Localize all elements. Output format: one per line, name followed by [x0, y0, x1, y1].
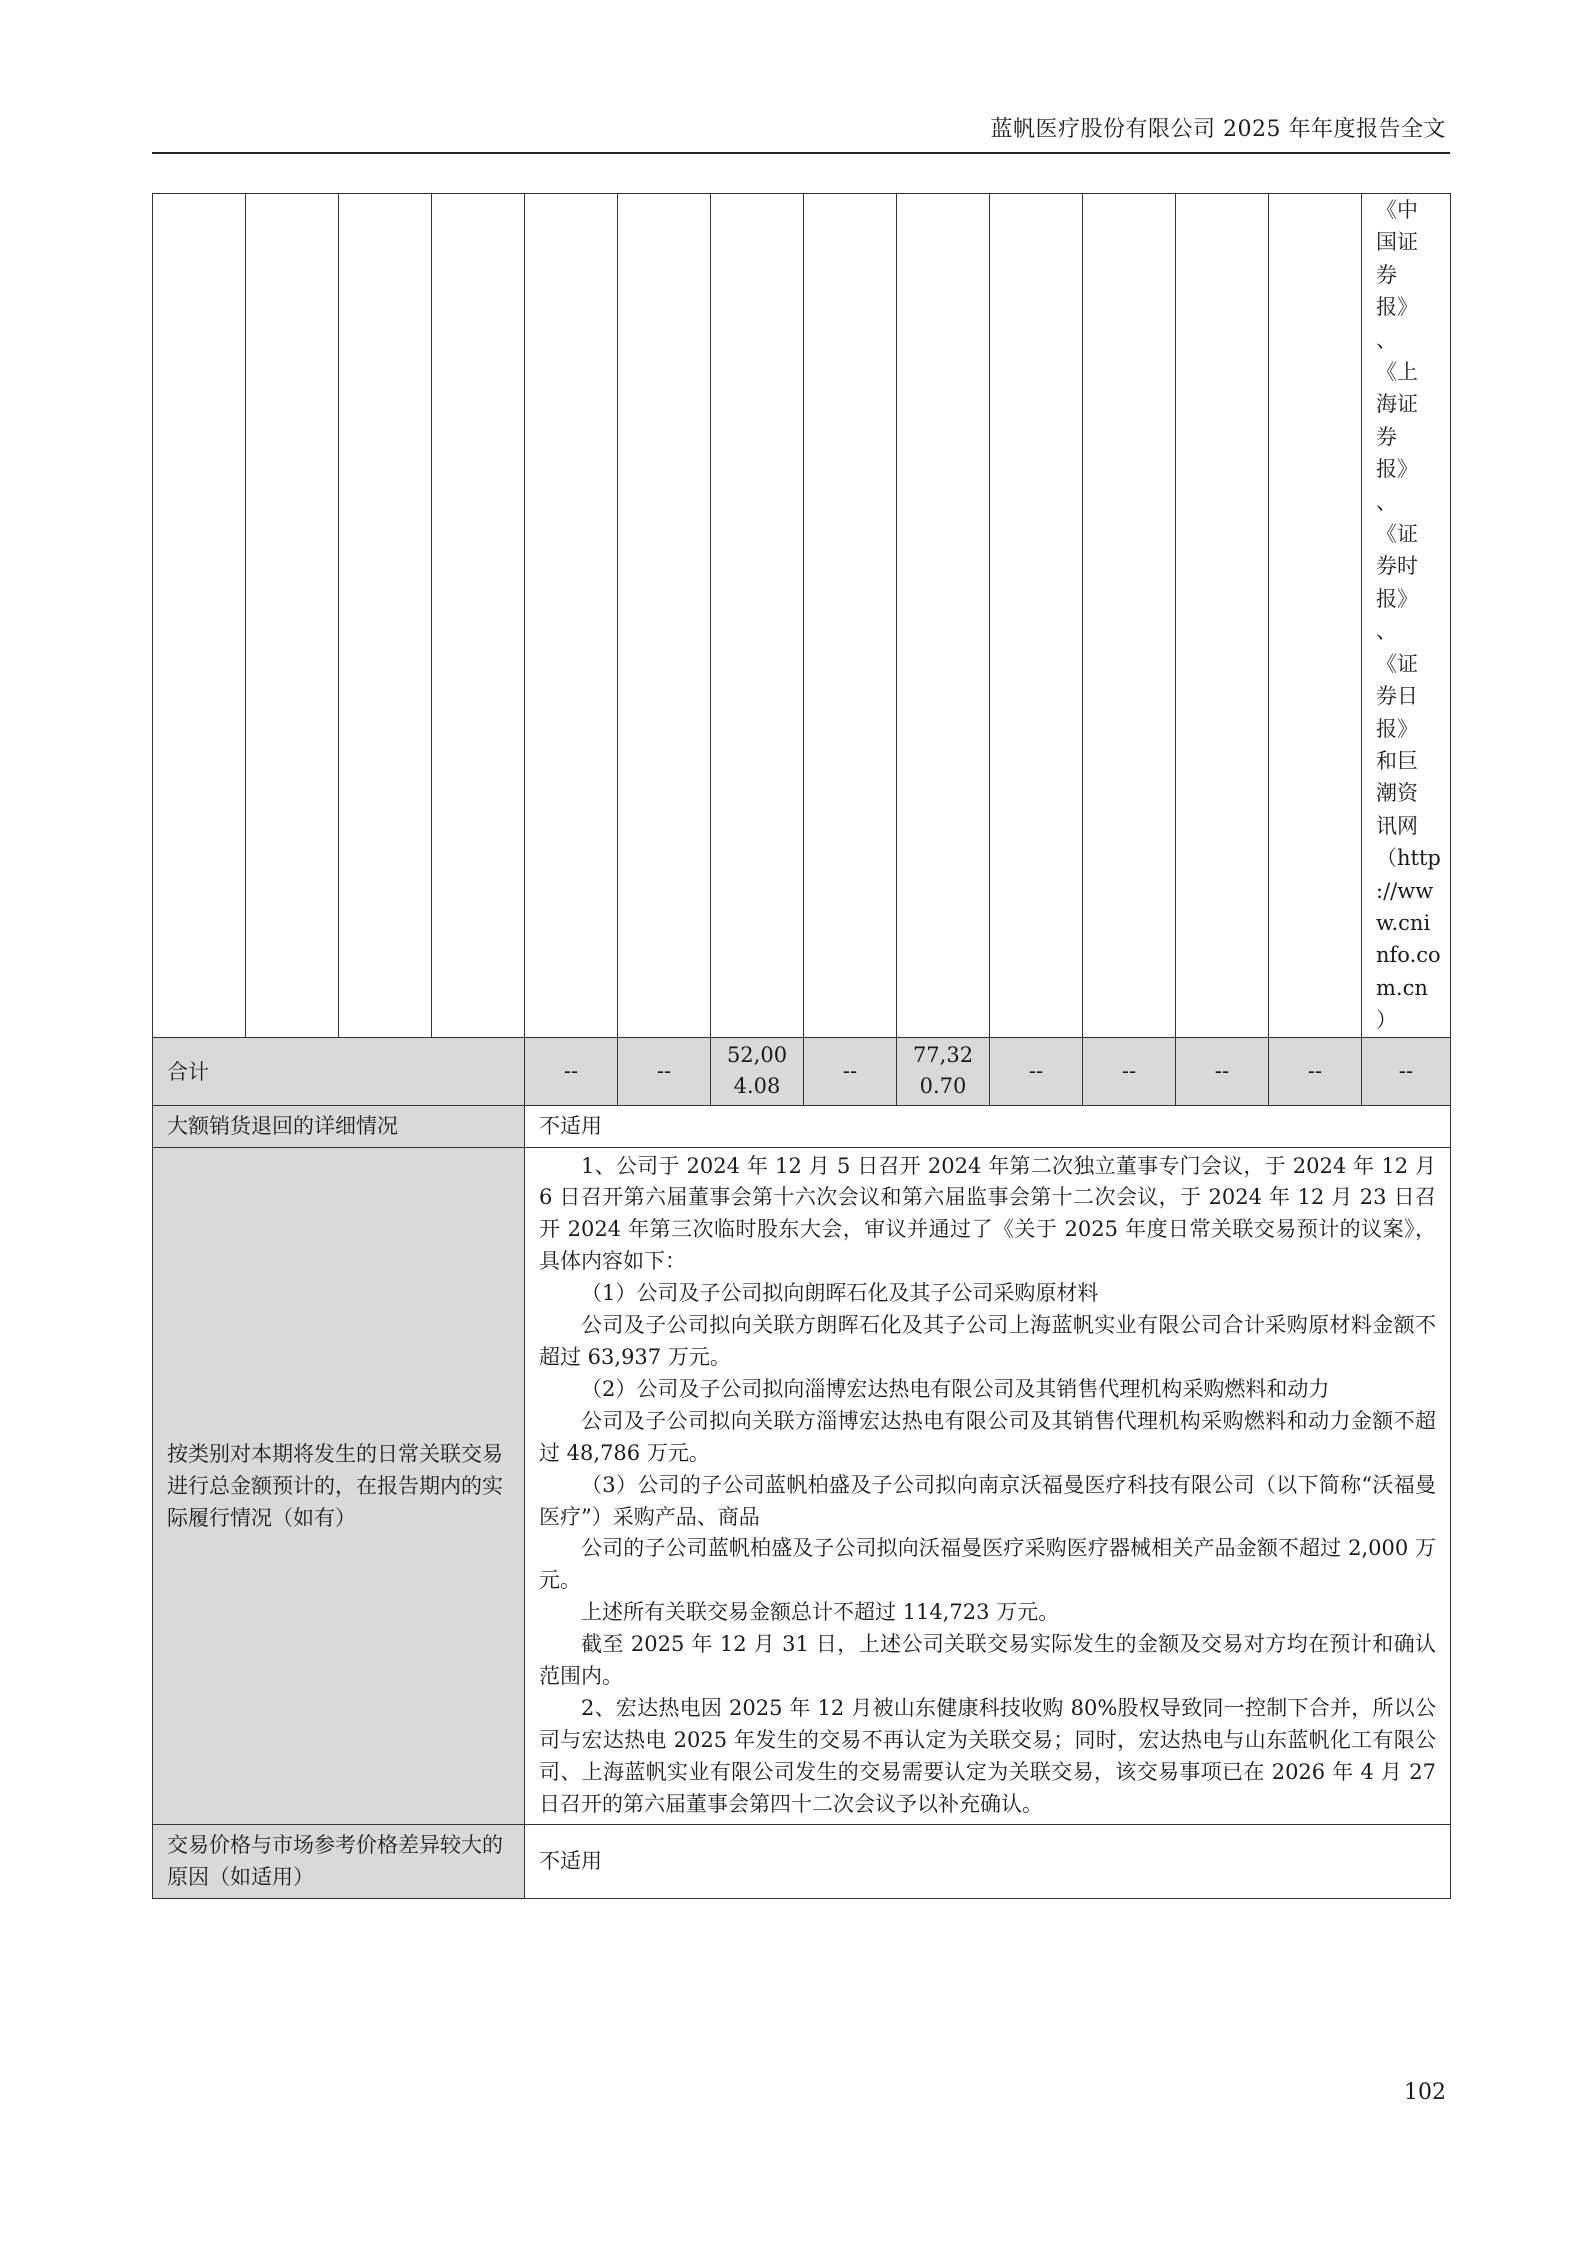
total-cell: -- — [1362, 1037, 1451, 1105]
estimate-paragraph: 公司的子公司蓝帆柏盛及子公司拟向沃福曼医疗采购医疗器械相关产品金额不超过 2,000 万元。 — [539, 1536, 1436, 1593]
table-cell — [1176, 194, 1269, 1038]
table-cell — [897, 194, 990, 1038]
total-row — [153, 1037, 1451, 1105]
table-cell — [1269, 194, 1362, 1038]
estimate-label: 按类别对本期将发生的日常关联交易进行总金额预计的，在报告期内的实际履行情况（如有） — [153, 1147, 525, 1824]
price-label: 交易价格与市场参考价格差异较大的原因（如适用） — [153, 1824, 525, 1898]
total-cell: -- — [525, 1037, 618, 1105]
total-cell: -- — [1083, 1037, 1176, 1105]
returns-row — [153, 1105, 1451, 1147]
total-cell: -- — [804, 1037, 897, 1105]
total-cell: 52,00 4.08 — [711, 1037, 804, 1105]
estimate-paragraph: 截至 2025 年 12 月 31 日，上述公司关联交易实际发生的金额及交易对方均在预计和确认范围内。 — [539, 1632, 1436, 1689]
estimate-paragraph: 1、公司于 2024 年 12 月 5 日召开 2024 年第二次独立董事专门会议，于 2024 年 12 月 6 日召开第六届董事会第十六次会议和第六届监事会第十二次会议，于 2024 年 12 月 23 日召开 2024 年第三次临时股东大会，审议并通过了《关于 2025 年度日常关联交易预计的议案》，具体内容如下： — [539, 1153, 1436, 1274]
estimate-paragraph: 公司及子公司拟向关联方淄博宏达热电有限公司及其销售代理机构采购燃料和动力金额不超过 48,786 万元。 — [539, 1408, 1436, 1465]
table-cell — [711, 194, 804, 1038]
table-cell — [246, 194, 339, 1038]
total-cell: -- — [1269, 1037, 1362, 1105]
table-row — [153, 194, 1451, 1038]
price-row — [153, 1824, 1451, 1898]
table-cell — [1083, 194, 1176, 1038]
price-value: 不适用 — [525, 1824, 1451, 1898]
total-cell: -- — [618, 1037, 711, 1105]
total-cell: 77,32 0.70 — [897, 1037, 990, 1105]
estimate-paragraph: （3）公司的子公司蓝帆柏盛及子公司拟向南京沃福曼医疗科技有限公司（以下简称“沃福曼医疗”）采购产品、商品 — [539, 1472, 1436, 1529]
estimate-paragraph: （2）公司及子公司拟向淄博宏达热电有限公司及其销售代理机构采购燃料和动力 — [581, 1376, 1330, 1401]
disclosure-media-cell: 《中 国证 券 报》 、 《上 海证 券 报》 、 《证 券时 报》 、 《证 券日 报》 和巨 潮资 讯网 （http ://ww w.cni nfo.co m.cn ） — [1362, 194, 1451, 1038]
estimate-row — [153, 1147, 1451, 1824]
table-cell — [525, 194, 618, 1038]
related-transactions-table — [152, 193, 1451, 1899]
total-label: 合计 — [153, 1037, 525, 1105]
total-cell: -- — [990, 1037, 1083, 1105]
table-cell — [153, 194, 246, 1038]
estimate-paragraph: （1）公司及子公司拟向朗晖石化及其子公司采购原材料 — [581, 1281, 1099, 1306]
table-cell — [339, 194, 432, 1038]
total-cell: -- — [1176, 1037, 1269, 1105]
report-header-title: 蓝帆医疗股份有限公司 2025 年年度报告全文 — [990, 117, 1446, 142]
estimate-paragraph: 上述所有关联交易金额总计不超过 114,723 万元。 — [581, 1600, 1060, 1625]
returns-label: 大额销货退回的详细情况 — [153, 1105, 525, 1147]
header-divider — [152, 152, 1450, 154]
table-cell — [804, 194, 897, 1038]
returns-value: 不适用 — [525, 1105, 1451, 1147]
page-number: 102 — [1404, 2080, 1446, 2105]
table-cell — [990, 194, 1083, 1038]
estimate-paragraph: 2、宏达热电因 2025 年 12 月被山东健康科技收购 80%股权导致同一控制下合并，所以公司与宏达热电 2025 年发生的交易不再认定为关联交易；同时，宏达热电与山东蓝帆化工有限公司、上海蓝帆实业有限公司发生的交易需要认定为关联交易，该交易事项已在 2026 年 4 月 27 日召开的第六届董事会第四十二次会议予以补充确认。 — [539, 1695, 1436, 1816]
table-cell — [618, 194, 711, 1038]
estimate-paragraph: 公司及子公司拟向关联方朗晖石化及其子公司上海蓝帆实业有限公司合计采购原材料金额不超过 63,937 万元。 — [539, 1313, 1436, 1369]
table-cell — [432, 194, 525, 1038]
estimate-content — [525, 1147, 1451, 1824]
